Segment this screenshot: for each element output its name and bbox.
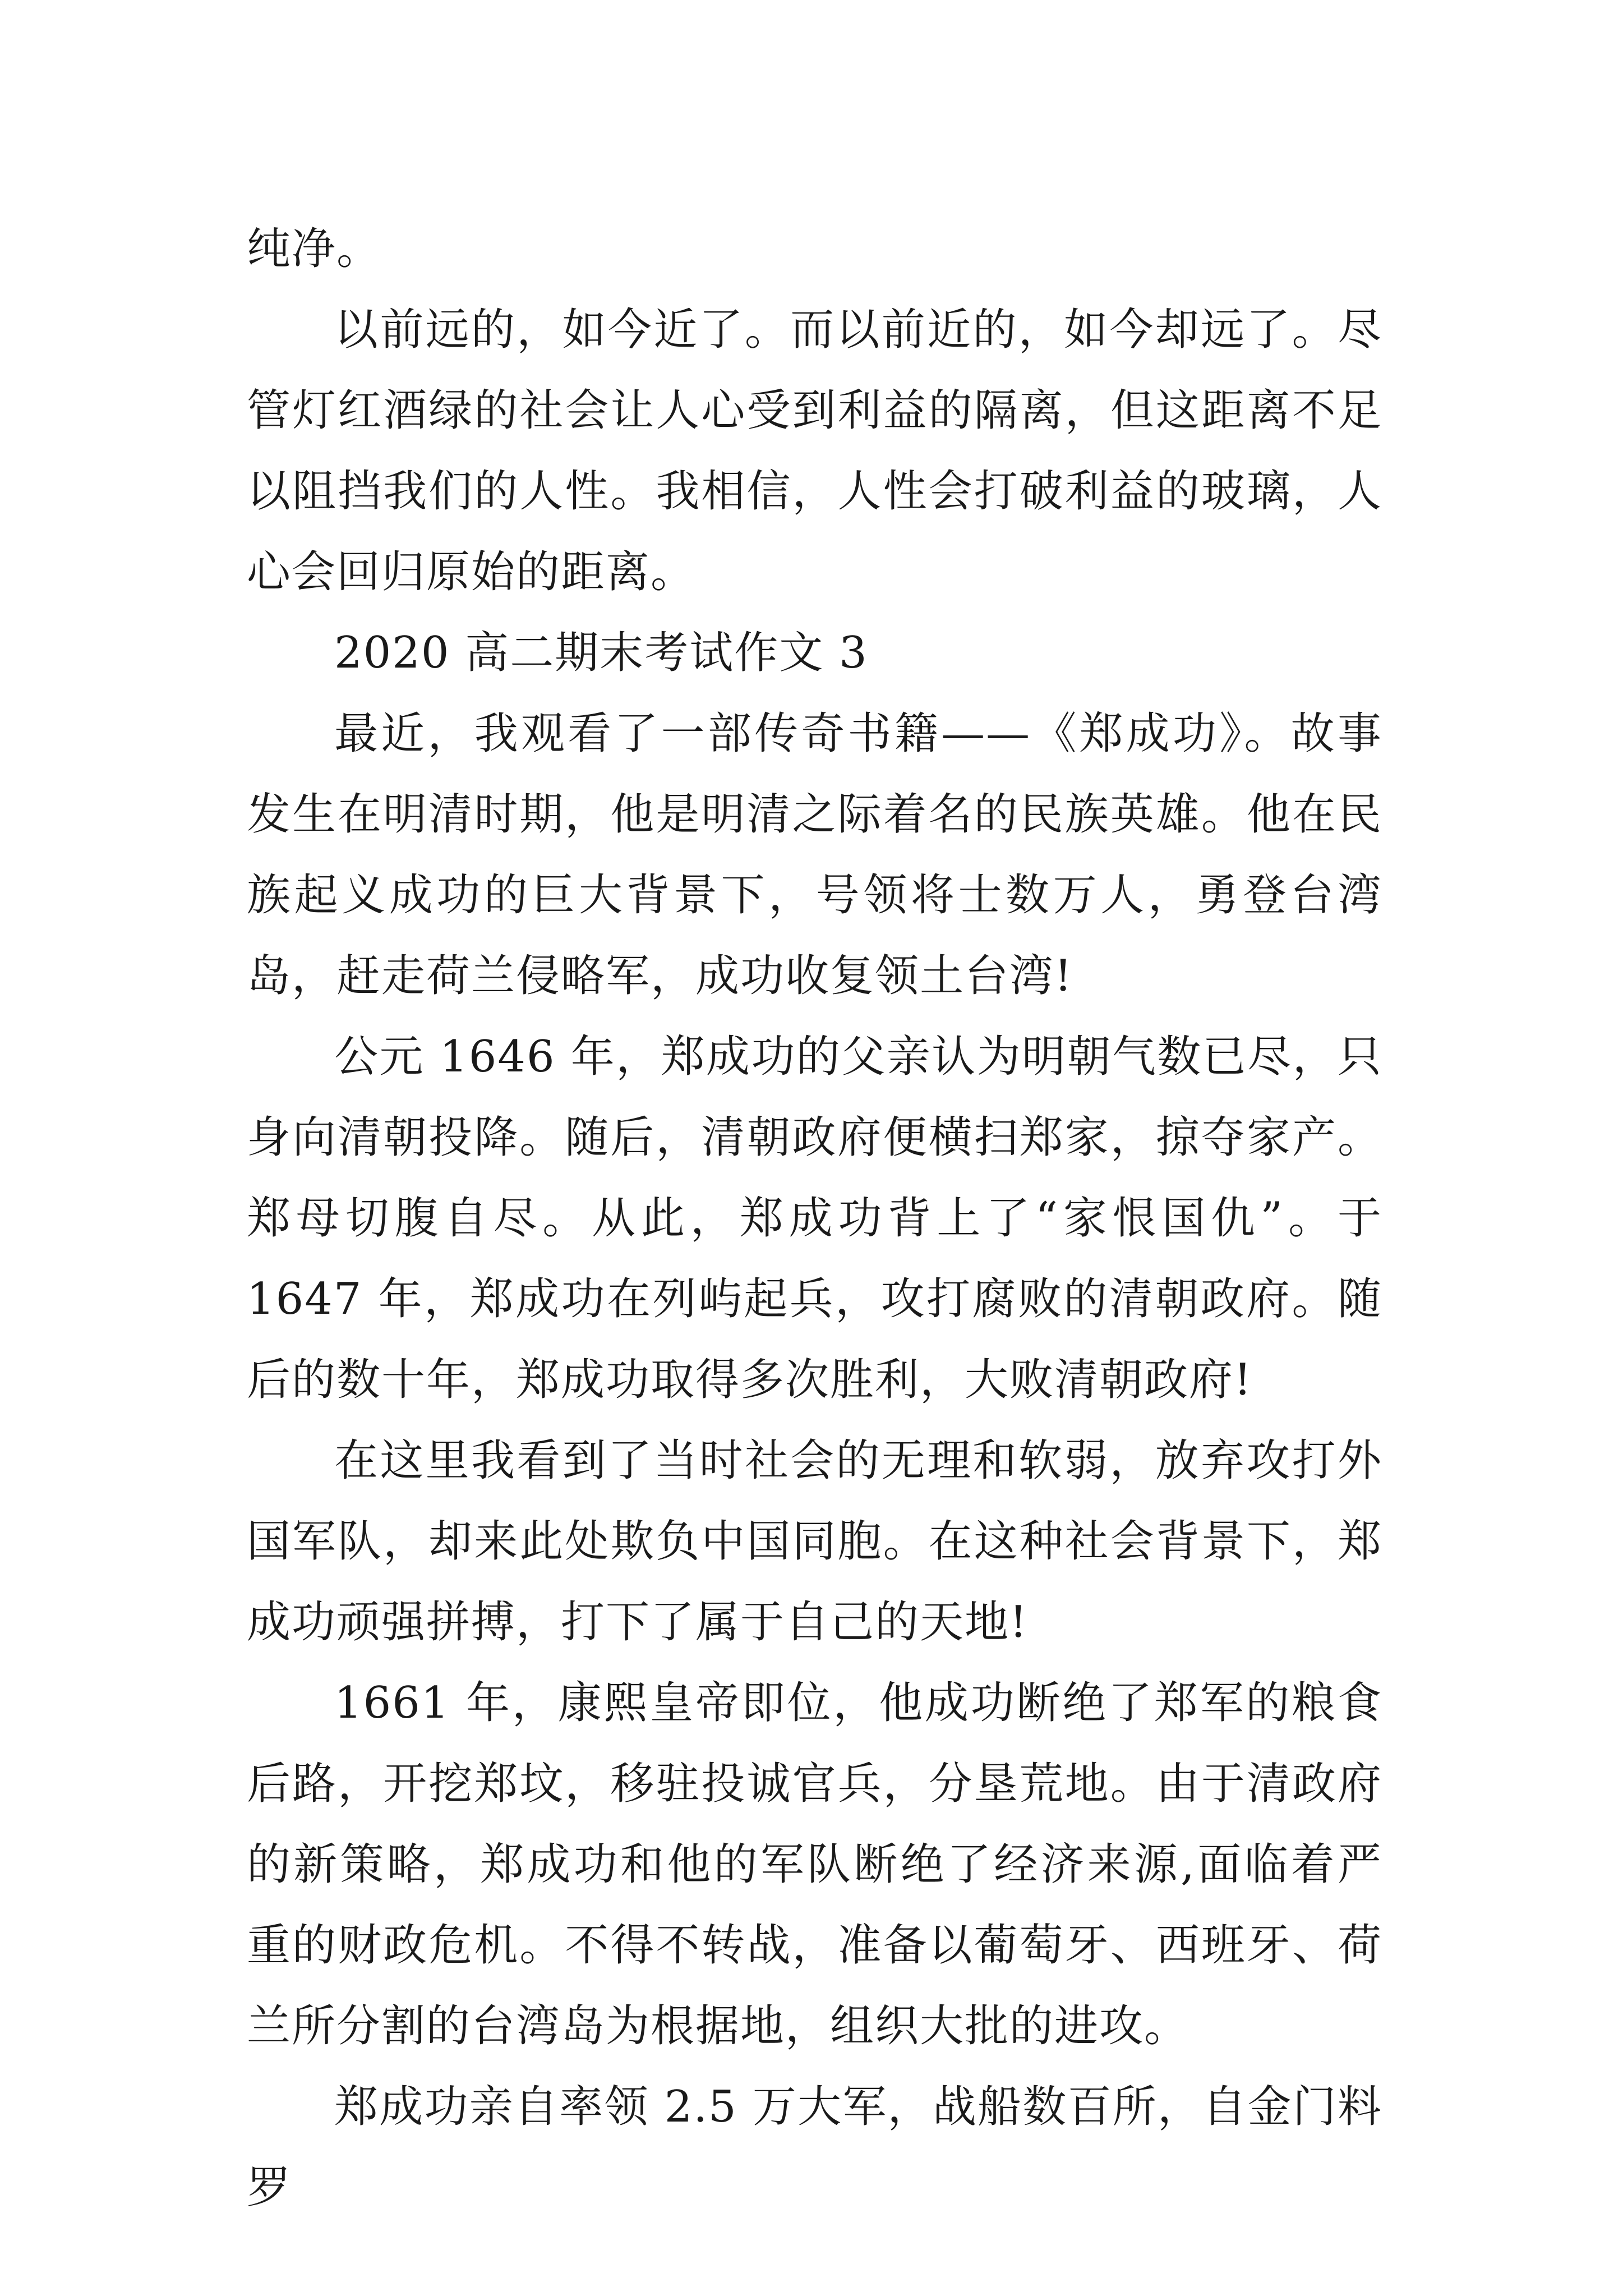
paragraph: 1661 年，康熙皇帝即位，他成功断绝了郑军的粮食后路，开挖郑坟，移驻投诚官兵，分垦荒地。由于清政府的新策略，郑成功和他的军队断绝了经济来源,面临着严重的财政危机。不得不转战，准备以葡萄牙、西班牙、荷兰所分割的台湾岛为根据地，组织大批的进攻。 [247, 1678, 1382, 2051]
paragraph: 最近，我观看了一部传奇书籍——《郑成功》。故事发生在明清时期，他是明清之际着名的民族英雄。他在民族起义成功的巨大背景下，号领将士数万人，勇登台湾岛，赶走荷兰侵略军，成功收复领土台湾! [247, 708, 1382, 1001]
paragraph: 以前远的，如今近了。而以前近的，如今却远了。尽管灯红酒绿的社会让人心受到利益的隔离，但这距离不足以阻挡我们的人性。我相信，人性会打破利益的玻璃，人心会回归原始的距离。 [247, 305, 1382, 597]
paragraph: 郑成功亲自率领 2.5 万大军，战船数百所，自金门料罗 [247, 2082, 1382, 2213]
paragraph: 公元 1646 年，郑成功的父亲认为明朝气数已尽，只身向清朝投降。随后，清朝政府便横扫郑家，掠夺家产。郑母切腹自尽。从此，郑成功背上了“家恨国仇”。于 1647 年，郑成功在列屿起兵，攻打腐败的清朝政府。随后的数十年，郑成功取得多次胜利，大败清朝政府! [247, 1032, 1382, 1405]
paragraph-continuation: 纯净。 [247, 224, 382, 274]
document-body [247, 209, 1382, 2228]
paragraph: 在这里我看到了当时社会的无理和软弱，放弃攻打外国军队，却来此处欺负中国同胞。在这种社会背景下，郑成功顽强拼搏，打下了属于自己的天地! [247, 1435, 1382, 1648]
essay-heading: 2020 高二期末考试作文 3 [334, 628, 868, 678]
